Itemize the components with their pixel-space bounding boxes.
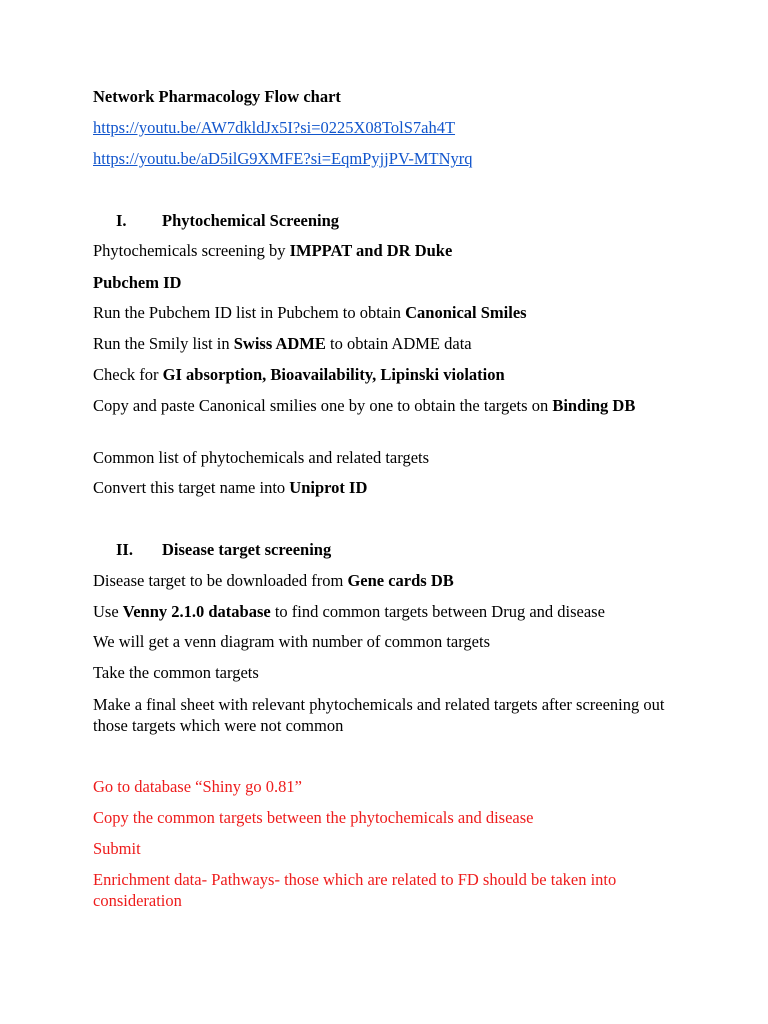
section-1-title: Phytochemical Screening [162, 211, 340, 230]
step-swiss-adme [93, 334, 472, 354]
youtube-link-1[interactable]: https://youtu.be/AW7dkldJx5I?si=0225X08TolS7ah4T [93, 118, 456, 137]
step-gene-cards [93, 571, 454, 591]
step-venny [93, 602, 605, 622]
step-canonical-smiles [93, 303, 527, 323]
red-note-copy-targets: Copy the common targets between the phytochemicals and disease [93, 808, 534, 827]
step-final-sheet: Make a final sheet with relevant phytochemicals and related targets after screening out those targets which were not common [93, 695, 665, 735]
red-note-submit: Submit [93, 839, 141, 858]
section-2-heading [93, 540, 331, 560]
step-text: Convert this target name into [93, 478, 290, 497]
step-bold-text: IMPPAT and DR Duke [289, 241, 453, 260]
step-text: Phytochemicals screening by [93, 241, 290, 260]
step-text: to find common targets between Drug and disease [270, 602, 605, 621]
step-bold-text: Uniprot ID [289, 478, 368, 497]
step-text: Use [93, 602, 123, 621]
step-pubchem-id: Pubchem ID [93, 273, 182, 292]
step-binding-db [93, 396, 673, 417]
section-2-title: Disease target screening [162, 540, 332, 559]
step-check-absorption [93, 365, 505, 385]
step-text: Run the Smily list in [93, 334, 234, 353]
red-note-shiny-go: Go to database “Shiny go 0.81” [93, 777, 302, 796]
section-1-numeral: I. [116, 211, 127, 230]
step-text: Check for [93, 365, 163, 384]
step-uniprot-id [93, 478, 367, 498]
step-text: Disease target to be downloaded from [93, 571, 348, 590]
section-2-numeral: II. [116, 540, 133, 559]
step-bold-text: GI absorption, Bioavailability, Lipinski violation [162, 365, 505, 384]
step-phytochemical-screening [93, 241, 452, 261]
step-bold-text: Venny 2.1.0 database [122, 602, 271, 621]
step-bold-text: Binding DB [552, 396, 636, 415]
step-venn-diagram: We will get a venn diagram with number of common targets [93, 632, 491, 651]
step-bold-text: Swiss ADME [233, 334, 326, 353]
step-text: Copy and paste Canonical smilies one by one to obtain the targets on [93, 396, 553, 415]
youtube-link-2[interactable]: https://youtu.be/aD5ilG9XMFE?si=EqmPyjjPV-MTNyrq [93, 149, 473, 168]
red-note-enrichment: Enrichment data- Pathways- those which are related to FD should be taken into consideration [93, 870, 617, 910]
step-text: to obtain ADME data [325, 334, 472, 353]
step-text: Run the Pubchem ID list in Pubchem to obtain [93, 303, 406, 322]
step-take-common: Take the common targets [93, 663, 259, 682]
section-1-heading [93, 211, 339, 231]
step-bold-text: Canonical Smiles [405, 303, 527, 322]
step-bold-text: Gene cards DB [347, 571, 454, 590]
step-common-list: Common list of phytochemicals and related targets [93, 448, 430, 467]
document-title: Network Pharmacology Flow chart [93, 87, 341, 106]
